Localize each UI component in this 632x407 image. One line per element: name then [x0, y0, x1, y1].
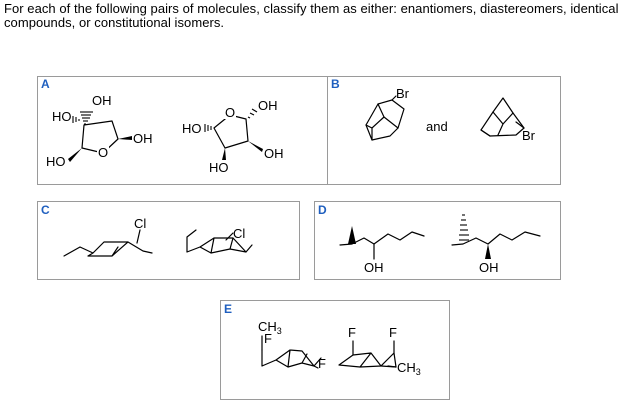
bicyclic-outline	[481, 98, 524, 136]
ch3-label: $CH_3$	[397, 360, 421, 377]
f-label: F	[348, 325, 356, 340]
oh-label: OH	[479, 260, 499, 275]
cl-bond	[137, 230, 140, 243]
ho-left-label: HO	[182, 121, 202, 136]
hashed-bond	[205, 124, 211, 132]
ho-left-label: HO	[52, 109, 72, 124]
wedge-bond	[68, 148, 82, 162]
f-top-label: F	[264, 331, 272, 346]
f-label: F	[389, 325, 397, 340]
br-label: Br	[396, 86, 409, 101]
panel-d-molecule-2	[452, 215, 540, 275]
oh-right-label: OH	[264, 146, 284, 161]
wedge-bond	[485, 244, 491, 259]
ho-bottom-label: HO	[209, 160, 229, 175]
cl-label: Cl	[134, 216, 147, 231]
chair-bonds	[64, 242, 152, 256]
hashed-bond	[73, 116, 79, 123]
hashed-bond	[248, 109, 257, 118]
panel-c-label: C	[41, 203, 50, 217]
panel-c-molecule-1	[64, 216, 152, 256]
wedge-bond	[348, 226, 356, 244]
panel-e-molecule-1	[258, 319, 326, 371]
and-text: and	[426, 119, 448, 134]
wedge-bond	[248, 141, 263, 152]
ring-oxygen-label: O	[225, 105, 236, 120]
question-text: For each of the following pairs of molecules, classify them as either: enantiomers, diastereomers, identical compounds, or constitutional isomers.	[4, 1, 619, 30]
chair-bonds	[339, 353, 396, 367]
panel-c-molecule-2	[187, 226, 252, 253]
panel-a-molecule-2	[182, 98, 284, 175]
f-bonds	[353, 341, 394, 355]
panel-a-molecule-1	[46, 93, 153, 169]
wedge-bond	[118, 136, 132, 140]
ho-bottom-label: HO	[46, 154, 66, 169]
ring-oxygen-label: O	[98, 145, 109, 160]
bicyclic-inner-bonds	[481, 112, 513, 136]
panel-b-molecule-1	[366, 86, 410, 140]
panel-b-label: B	[331, 77, 340, 91]
cl-bond	[226, 233, 233, 240]
oh-label: OH	[364, 260, 384, 275]
br-label: Br	[522, 128, 535, 143]
panel-d-molecule-1	[340, 226, 424, 275]
panel-e-label: E	[224, 302, 233, 316]
wedge-bond	[222, 148, 226, 160]
panel-b-molecule-2	[481, 98, 536, 143]
chair-bonds	[262, 350, 321, 367]
cl-label: Cl	[233, 226, 246, 241]
panel-e-molecule-2	[339, 325, 421, 377]
ch3-label: $CH_3$	[258, 319, 282, 336]
hashed-bond	[80, 112, 93, 124]
oh-top-label: OH	[92, 93, 112, 108]
carbon-chain	[452, 232, 540, 245]
hashed-bond	[459, 215, 469, 240]
f-right-label: F	[318, 356, 326, 371]
panel-d-label: D	[318, 203, 327, 217]
oh-right-label: OH	[133, 131, 153, 146]
panel-a-label: A	[41, 77, 50, 91]
oh-top-label: OH	[258, 98, 278, 113]
bicyclic-inner-bonds	[366, 104, 398, 140]
